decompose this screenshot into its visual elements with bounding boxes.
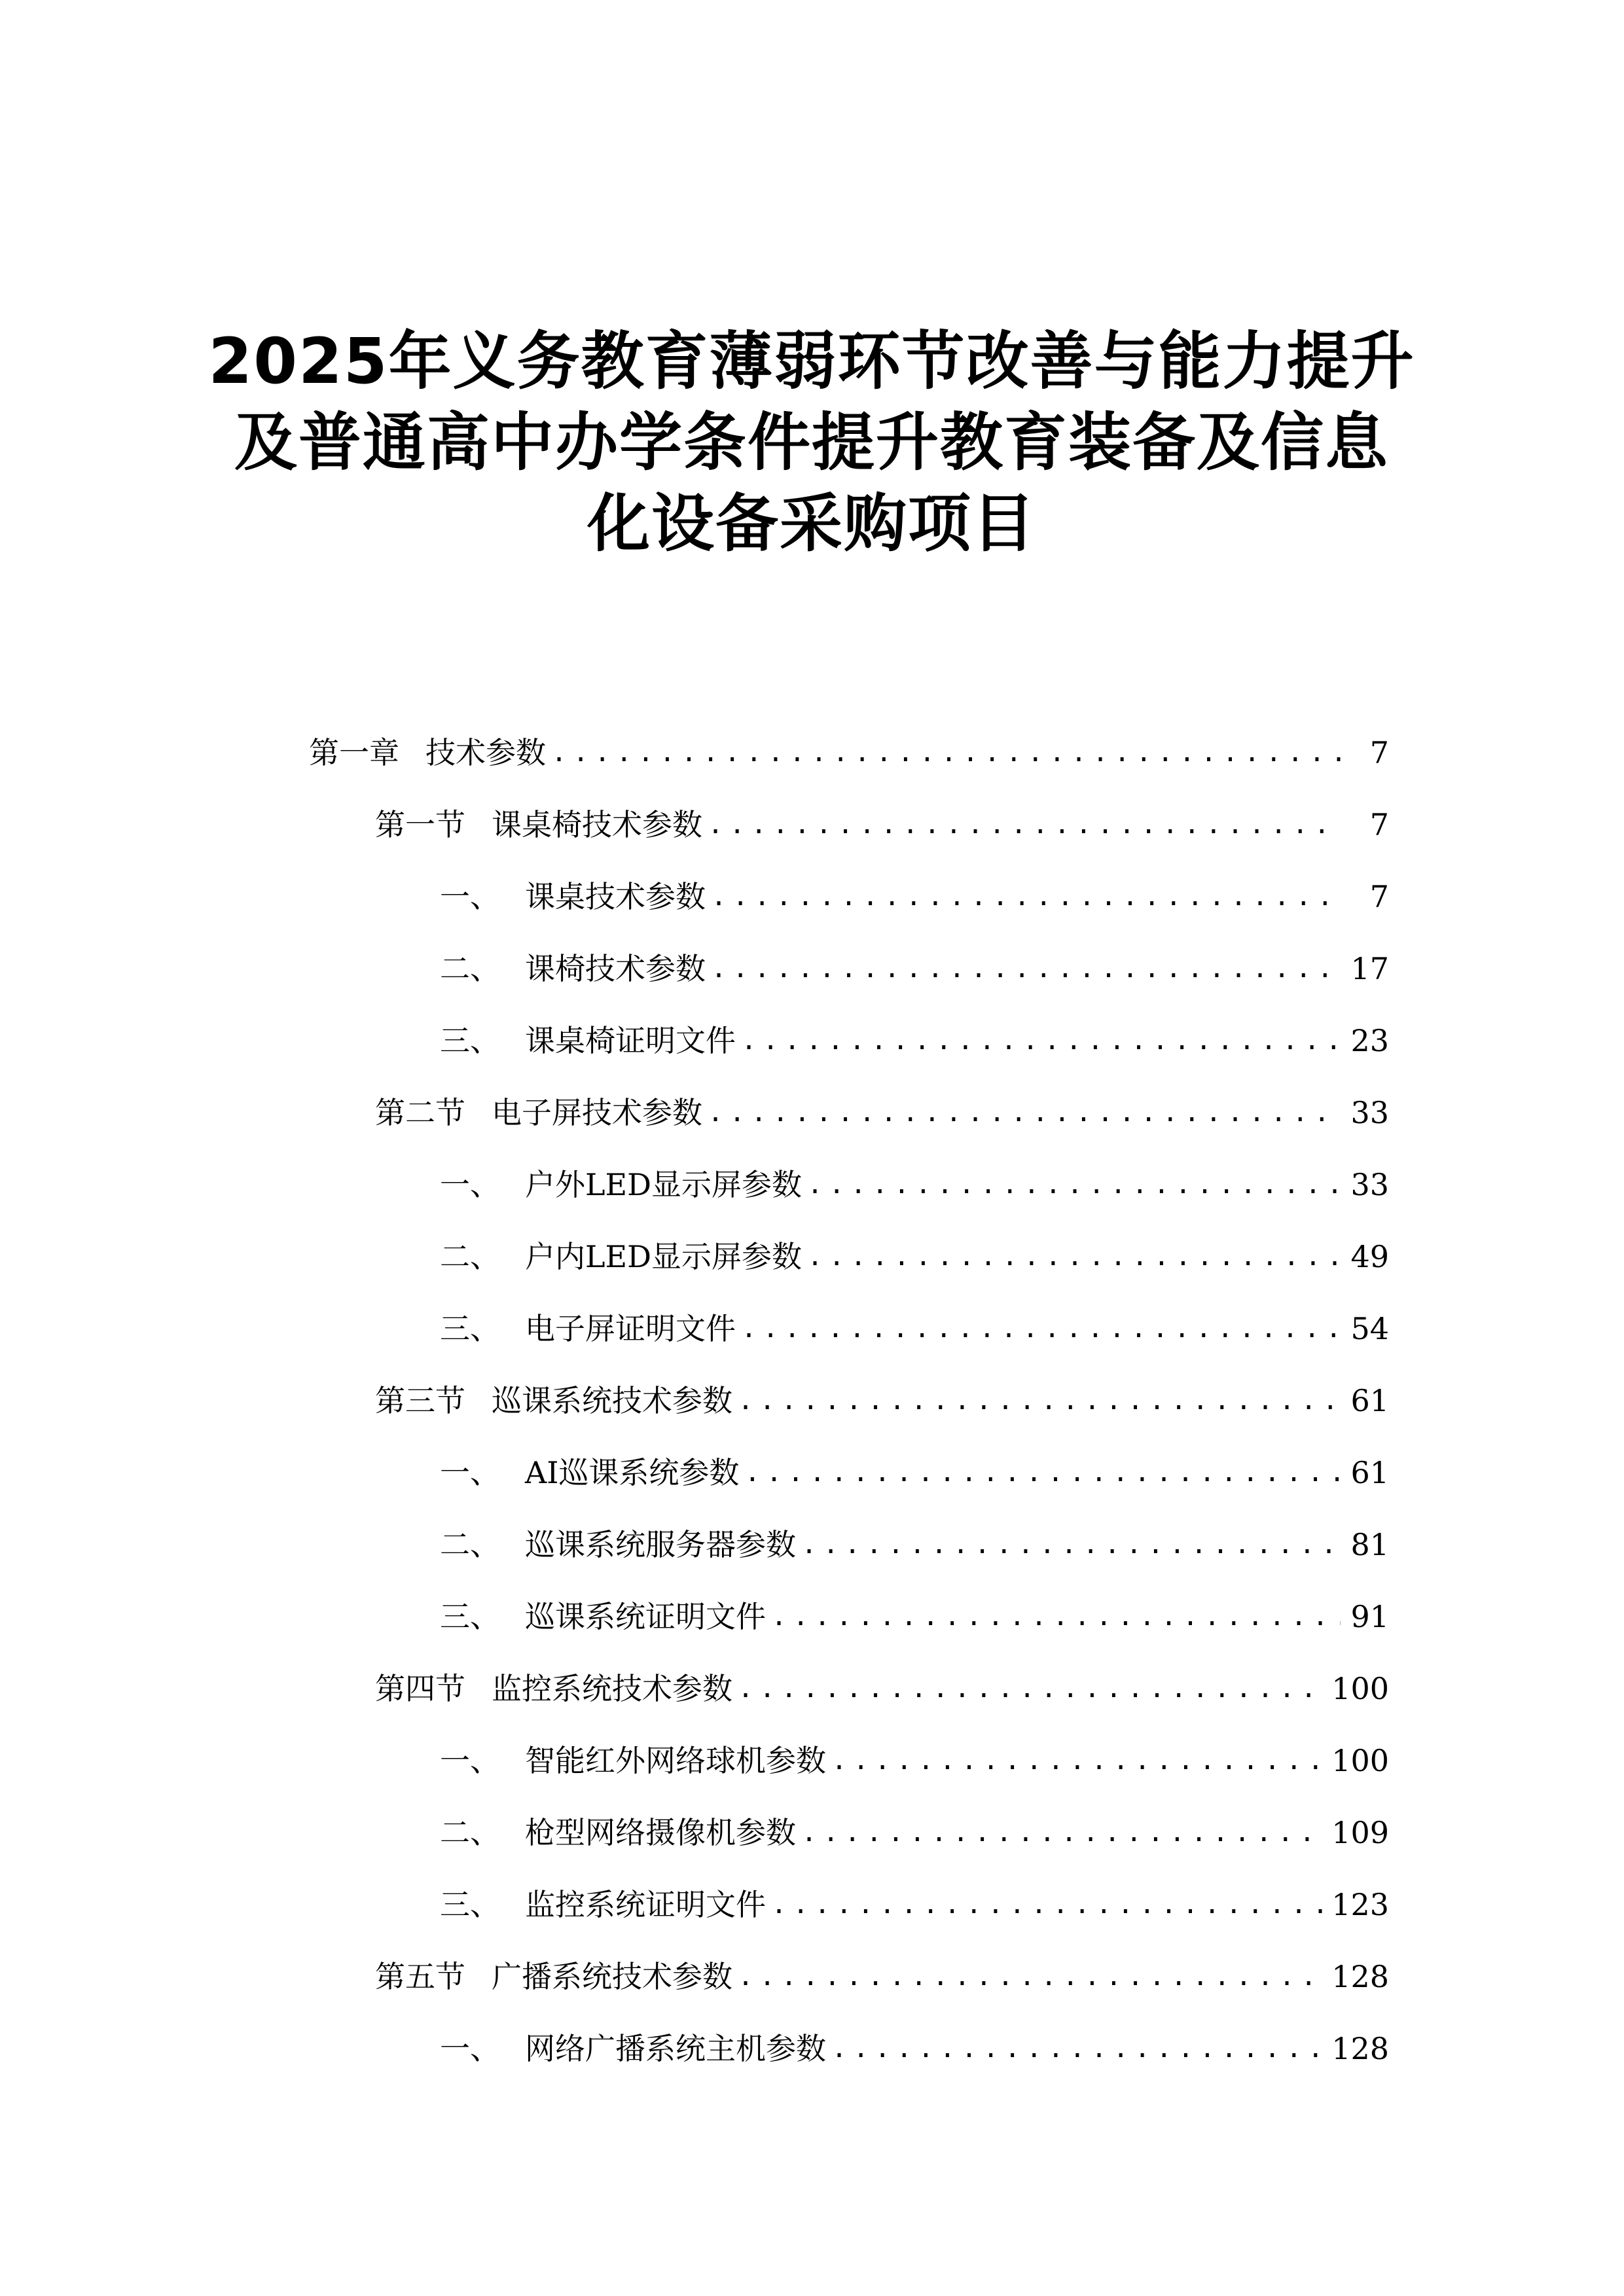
- toc-entry-label: 课桌椅证明文件: [525, 1023, 736, 1058]
- dot-leader: [831, 1741, 1322, 1780]
- toc-entry-label: 课桌椅技术参数: [492, 807, 702, 842]
- toc-entry-label: 广播系统技术参数: [492, 1959, 732, 1994]
- toc-entry-number: 一、: [440, 1743, 500, 1778]
- dot-leader: [738, 1957, 1322, 1996]
- dot-leader: [738, 1381, 1341, 1420]
- toc-entry-item[interactable]: [440, 1806, 1389, 1852]
- toc-entry-label: 智能红外网络球机参数: [525, 1743, 826, 1778]
- toc-entry-label: 监控系统证明文件: [525, 1887, 766, 1922]
- toc-entry-label: 课椅技术参数: [525, 951, 706, 986]
- dot-leader: [708, 805, 1341, 844]
- toc-entry-number: 第三节: [375, 1383, 465, 1418]
- toc-entry-number: 二、: [440, 1527, 500, 1562]
- toc-entry-label: 枪型网络摄像机参数: [525, 1815, 796, 1850]
- toc-entry-item[interactable]: [440, 1446, 1389, 1492]
- toc-entry-number: 第二节: [375, 1095, 465, 1130]
- toc-entry-item[interactable]: [440, 1014, 1389, 1060]
- toc-entry-page: 128: [1331, 2031, 1389, 2066]
- toc-entry-page: 100: [1331, 1671, 1389, 1706]
- toc-entry-number: 三、: [440, 1023, 500, 1058]
- dot-leader: [741, 1309, 1341, 1348]
- toc-entry-page: 7: [1369, 879, 1389, 914]
- toc-entry-label: 网络广播系统主机参数: [525, 2031, 826, 2066]
- toc-entry-page: 33: [1350, 1167, 1389, 1202]
- toc-entry-number: 一、: [440, 1455, 500, 1490]
- dot-leader: [738, 1669, 1322, 1708]
- title-line-1: 2025年义务教育薄弱环节改善与能力提升: [208, 325, 1415, 398]
- dot-leader: [771, 1885, 1322, 1924]
- toc-entry-number: 一、: [440, 879, 500, 914]
- toc-entry-label: 巡课系统证明文件: [525, 1599, 766, 1634]
- toc-entry-item[interactable]: [440, 870, 1389, 916]
- toc-entry-number: 二、: [440, 951, 500, 986]
- toc-entry-number: 三、: [440, 1887, 500, 1922]
- toc-entry-chapter-1[interactable]: [309, 726, 1389, 772]
- dot-leader: [807, 1237, 1341, 1276]
- toc-entry-label: AI巡课系统参数: [525, 1455, 740, 1490]
- dot-leader: [744, 1453, 1341, 1492]
- toc-entry-section-3[interactable]: [375, 1374, 1389, 1420]
- toc-entry-label: 巡课系统服务器参数: [525, 1527, 796, 1562]
- dot-leader: [708, 1093, 1341, 1132]
- toc-entry-item[interactable]: [440, 942, 1389, 988]
- toc-entry-section-2[interactable]: [375, 1086, 1389, 1132]
- toc-entry-label: 监控系统技术参数: [492, 1671, 732, 1706]
- toc-entry-page: 123: [1331, 1887, 1389, 1922]
- toc-entry-page: 61: [1350, 1383, 1389, 1418]
- toc-entry-number: 三、: [440, 1311, 500, 1346]
- toc-entry-item[interactable]: [440, 1302, 1389, 1348]
- toc-entry-number: 二、: [440, 1815, 500, 1850]
- toc-entry-label: 课桌技术参数: [525, 879, 706, 914]
- toc-entry-item[interactable]: [440, 1158, 1389, 1204]
- title-line-2: 及普通高中办学条件提升教育装备及信息: [234, 406, 1389, 479]
- toc-entry-page: 17: [1350, 951, 1389, 986]
- toc-entry-item[interactable]: [440, 1734, 1389, 1780]
- toc-entry-number: 第四节: [375, 1671, 465, 1706]
- toc-entry-label: 技术参数: [425, 735, 546, 770]
- dot-leader: [831, 2029, 1322, 2068]
- toc-entry-section-4[interactable]: [375, 1662, 1389, 1708]
- dot-leader: [741, 1021, 1341, 1060]
- dot-leader: [801, 1813, 1322, 1852]
- toc-entry-number: 第五节: [375, 1959, 465, 1994]
- toc-entry-item[interactable]: [440, 1518, 1389, 1564]
- toc-entry-number: 第一章: [309, 735, 399, 770]
- toc-entry-label: 电子屏证明文件: [525, 1311, 736, 1346]
- document-title: [196, 321, 1427, 564]
- toc-entry-section-1[interactable]: [375, 798, 1389, 844]
- toc-entry-page: 81: [1350, 1527, 1389, 1562]
- toc-entry-page: 100: [1331, 1743, 1389, 1778]
- title-line-3: 化设备采购项目: [587, 487, 1036, 560]
- toc-entry-number: 第一节: [375, 807, 465, 842]
- dot-leader: [711, 877, 1341, 916]
- toc-entry-item[interactable]: [440, 1590, 1389, 1636]
- toc-entry-label: 电子屏技术参数: [492, 1095, 702, 1130]
- toc-entry-label: 户内LED显示屏参数: [525, 1239, 803, 1274]
- toc-entry-item[interactable]: [440, 1230, 1389, 1276]
- toc-entry-page: 7: [1369, 735, 1389, 770]
- toc-entry-item[interactable]: [440, 1878, 1389, 1924]
- toc-entry-page: 109: [1331, 1815, 1389, 1850]
- toc-entry-page: 54: [1350, 1311, 1389, 1346]
- toc-entry-section-5[interactable]: [375, 1950, 1389, 1996]
- toc-entry-page: 7: [1369, 807, 1389, 842]
- toc-entry-item[interactable]: [440, 2022, 1389, 2068]
- toc-entry-label: 户外LED显示屏参数: [525, 1167, 803, 1202]
- dot-leader: [771, 1597, 1341, 1636]
- dot-leader: [801, 1525, 1341, 1564]
- toc-entry-number: 一、: [440, 1167, 500, 1202]
- toc-entry-page: 23: [1350, 1023, 1389, 1058]
- dot-leader: [711, 949, 1341, 988]
- toc-entry-page: 91: [1350, 1599, 1389, 1634]
- toc-entry-number: 一、: [440, 2031, 500, 2066]
- toc-entry-page: 128: [1331, 1959, 1389, 1994]
- toc-entry-page: 33: [1350, 1095, 1389, 1130]
- toc-entry-number: 二、: [440, 1239, 500, 1274]
- toc-entry-page: 61: [1350, 1455, 1389, 1490]
- toc-entry-number: 三、: [440, 1599, 500, 1634]
- dot-leader: [807, 1165, 1341, 1204]
- dot-leader: [551, 733, 1341, 772]
- toc-entry-page: 49: [1350, 1239, 1389, 1274]
- toc-entry-label: 巡课系统技术参数: [492, 1383, 732, 1418]
